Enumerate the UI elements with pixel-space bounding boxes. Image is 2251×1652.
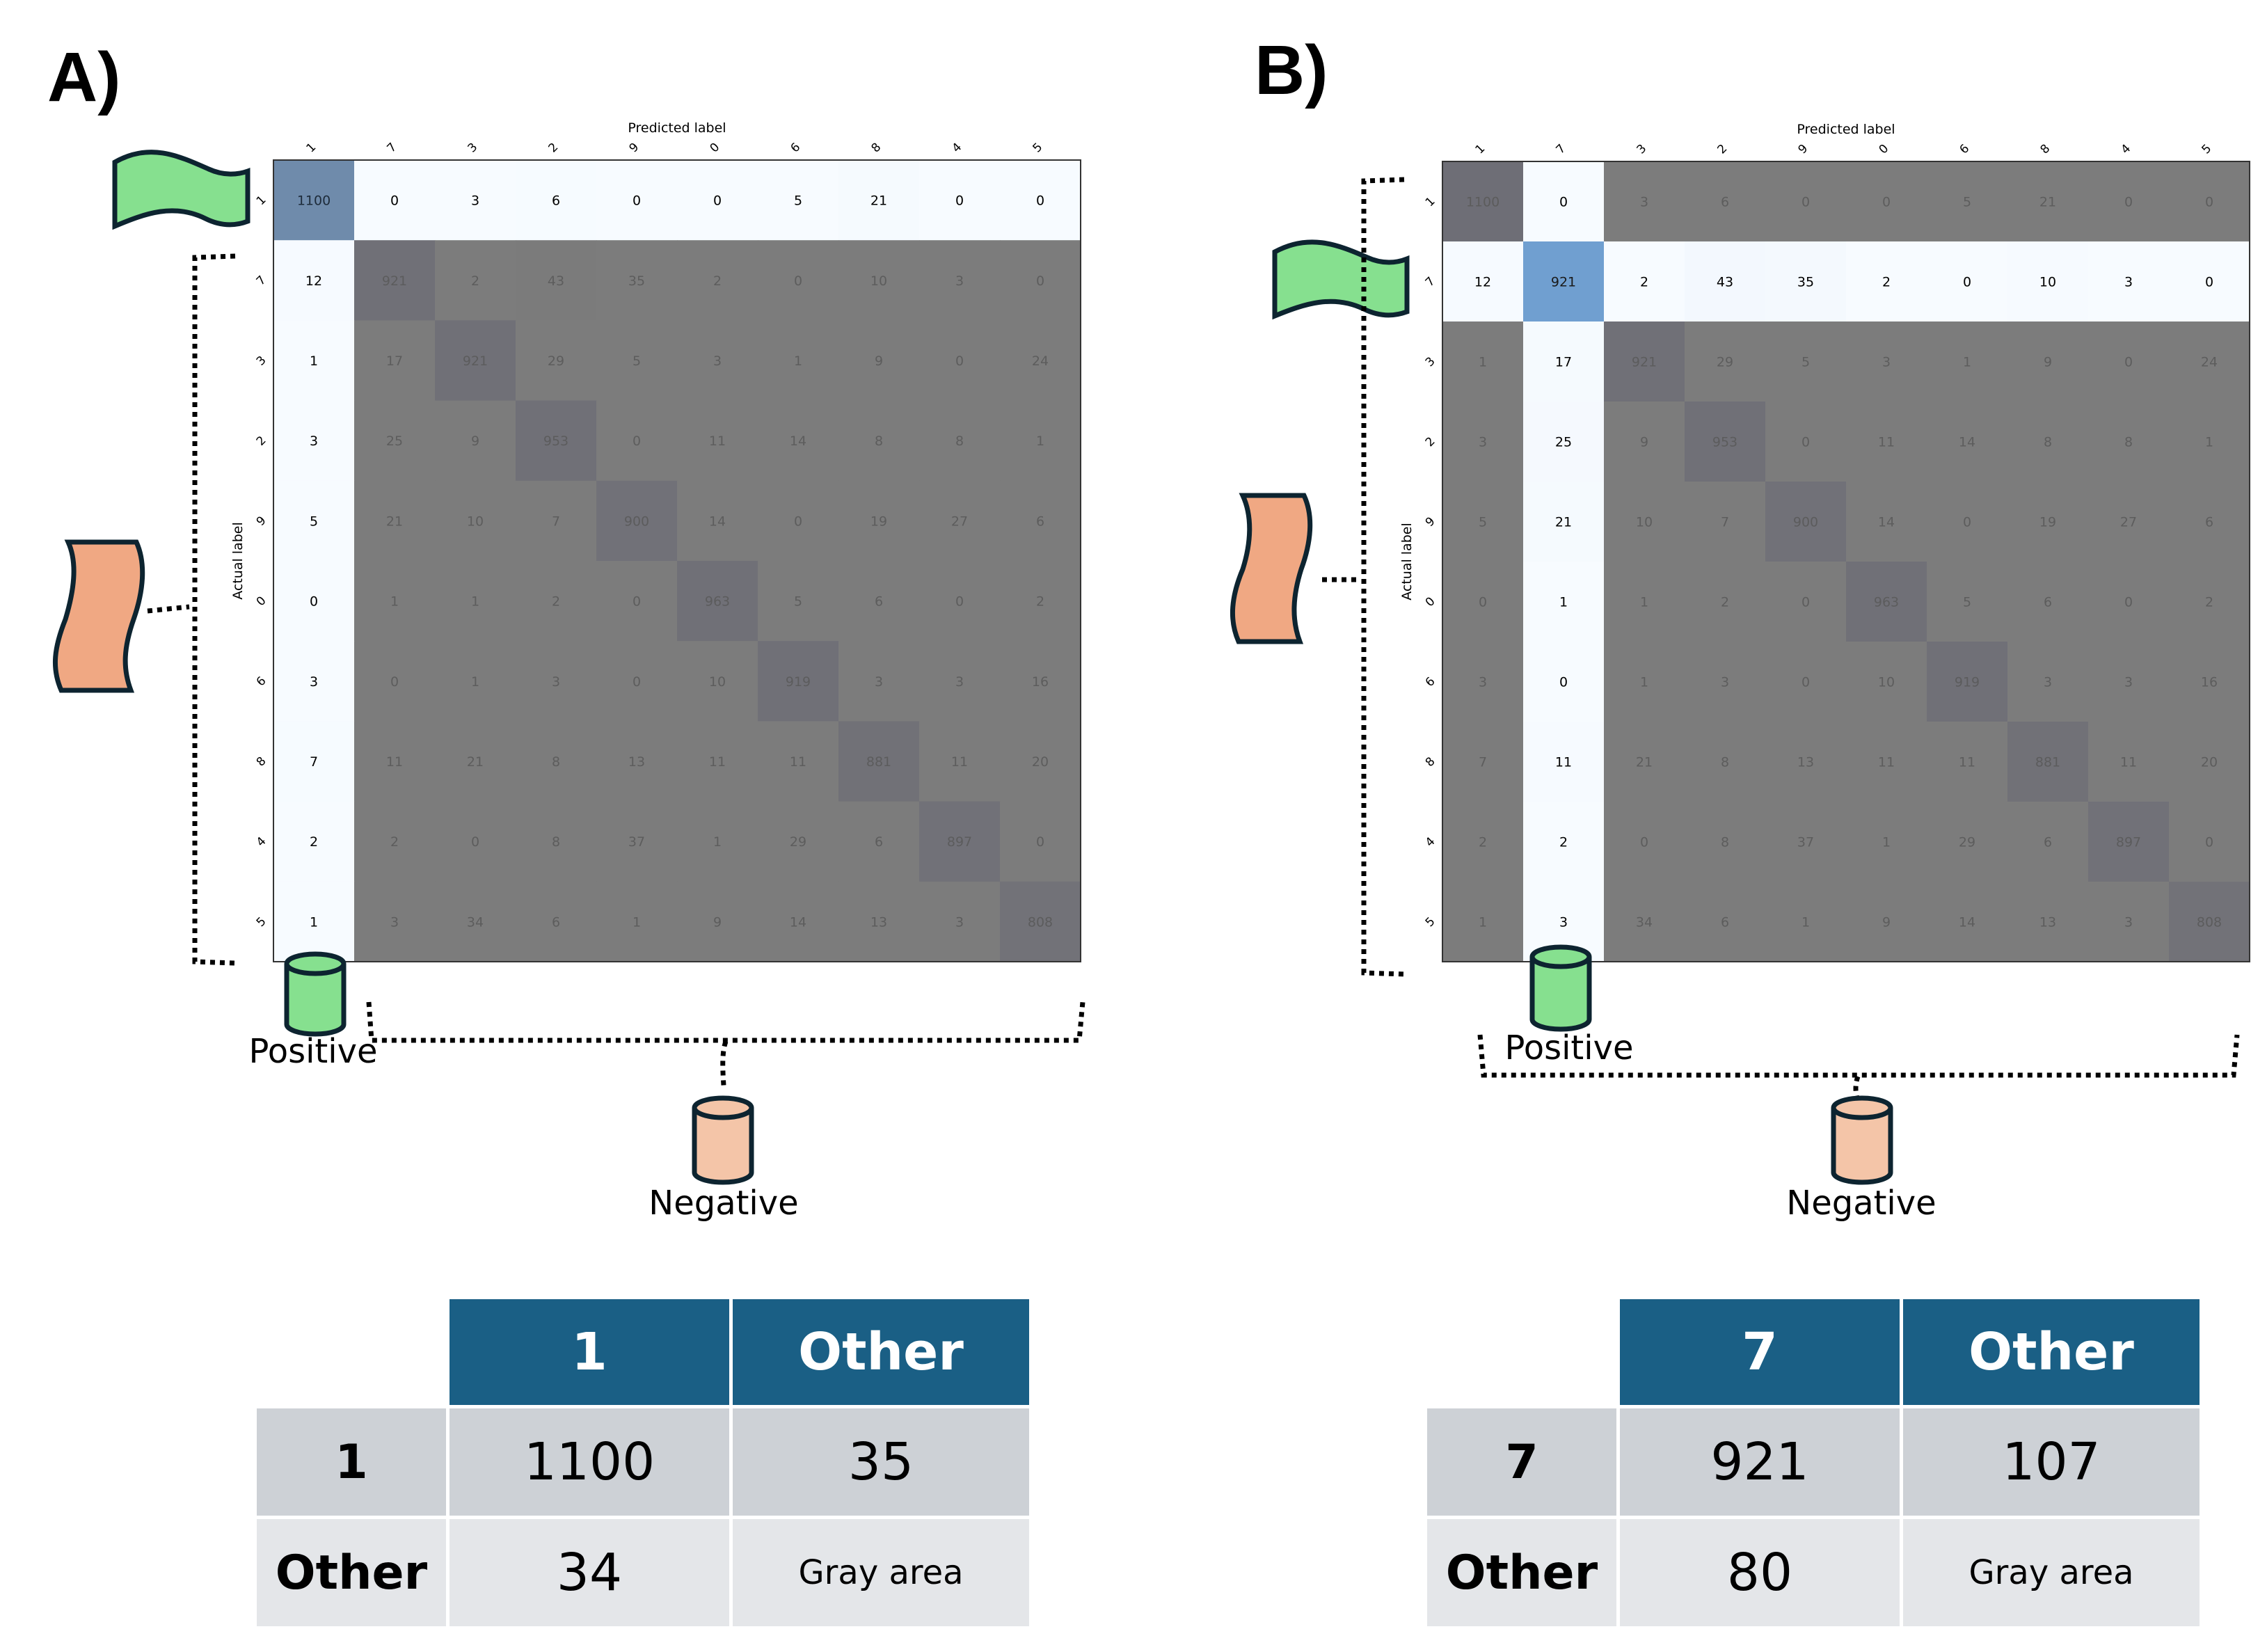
matrix-cell-value: 3 (2124, 914, 2133, 930)
matrix-cell-value: 6 (874, 594, 884, 610)
table-row-label: 7 (1427, 1408, 1616, 1516)
matrix-cell-value: 11 (1877, 754, 1895, 770)
matrix-cell-value: 3 (309, 434, 319, 450)
y-tick-label: 3 (1422, 354, 1438, 370)
matrix-cell-value: 2 (1559, 834, 1568, 850)
negative-rows-flag-icon (1232, 495, 1310, 642)
matrix-cell-value: 35 (628, 273, 646, 289)
matrix-cell-value: 1 (470, 674, 480, 690)
panel-a-letter: A) (47, 38, 121, 116)
matrix-cell-value: 900 (1792, 514, 1819, 530)
x-axis-title: Predicted label (628, 120, 726, 136)
positive-database-icon (287, 954, 344, 1034)
table-row-label: Other (1427, 1519, 1616, 1626)
matrix-cell-value: 0 (1882, 194, 1891, 210)
matrix-cell-value: 11 (789, 754, 807, 770)
matrix-cell-value: 17 (385, 354, 404, 369)
y-tick-label: 2 (1422, 434, 1438, 450)
matrix-cell-value: 6 (874, 834, 884, 850)
matrix-cell-value: 6 (1035, 514, 1045, 530)
matrix-cell-value: 919 (1954, 674, 1980, 690)
matrix-cell-value: 1 (1478, 354, 1488, 370)
matrix-cell-value: 2 (713, 273, 722, 289)
matrix-cell-value: 34 (1635, 914, 1653, 930)
x-tick-label: 3 (465, 140, 481, 156)
matrix-cell-value: 10 (466, 514, 484, 530)
negative-database-icon (694, 1098, 751, 1182)
matrix-cell-value: 14 (1958, 914, 1976, 930)
matrix-cell-value: 21 (466, 754, 484, 770)
matrix-cell-value: 6 (551, 914, 561, 930)
matrix-cell-value: 0 (390, 193, 399, 209)
matrix-cell-value: 0 (793, 273, 803, 289)
matrix-cell-value: 5 (793, 193, 803, 209)
negative-rows-connector (148, 607, 189, 611)
matrix-cell-value: 3 (1478, 674, 1488, 690)
matrix-cell-value: 3 (390, 914, 399, 930)
y-tick-label: 1 (1422, 194, 1438, 210)
matrix-cell-value: 19 (870, 514, 888, 530)
matrix-cell-value: 13 (870, 914, 888, 930)
table-cell-tp: 1100 (450, 1408, 729, 1516)
matrix-cell-value: 5 (1962, 594, 1972, 610)
table-cell-tp: 921 (1620, 1408, 1900, 1516)
matrix-cell-value: 8 (874, 434, 884, 450)
matrix-cell-value: 29 (547, 354, 565, 369)
x-tick-label: 6 (1957, 141, 1973, 157)
matrix-cell-value: 1 (1035, 434, 1045, 450)
y-tick-label: 9 (1422, 514, 1438, 530)
matrix-cell-value: 0 (2204, 194, 2214, 210)
matrix-cell-value: 6 (2043, 594, 2053, 610)
x-tick-label: 4 (949, 140, 965, 156)
matrix-cell-value: 0 (2124, 194, 2133, 210)
y-tick-label: 0 (1422, 594, 1438, 610)
matrix-cell-value: 808 (1027, 914, 1053, 930)
matrix-cell-value: 24 (1031, 354, 1049, 369)
matrix-cell-value: 1 (390, 594, 399, 610)
matrix-cell-value: 29 (1716, 354, 1734, 370)
matrix-cell-value: 6 (2204, 514, 2214, 530)
matrix-cell-value: 0 (470, 834, 480, 850)
matrix-cell-value: 8 (2124, 434, 2133, 450)
table-cell-fp: 34 (450, 1519, 729, 1626)
matrix-cell-value: 5 (1801, 354, 1811, 370)
matrix-cell-value: 0 (632, 434, 642, 450)
matrix-cell-value: 21 (385, 514, 404, 530)
matrix-cell-value: 1 (2204, 434, 2214, 450)
matrix-cell-value: 0 (1639, 834, 1649, 850)
confusion-matrix-b (1399, 122, 2250, 962)
matrix-cell-value: 5 (309, 514, 319, 530)
x-tick-label: 9 (626, 140, 642, 156)
matrix-cell-value: 3 (2124, 274, 2133, 290)
matrix-cell-value: 25 (1554, 434, 1573, 450)
matrix-cell-value: 2 (309, 834, 319, 850)
matrix-cell-value: 8 (2043, 434, 2053, 450)
matrix-cell-value: 43 (1716, 274, 1734, 290)
matrix-cell-value: 14 (1877, 514, 1895, 530)
x-tick-label: 6 (788, 140, 804, 156)
matrix-cell-value: 21 (870, 193, 888, 209)
matrix-cell-value: 14 (789, 914, 807, 930)
matrix-cell-value: 921 (462, 354, 488, 369)
matrix-cell-value: 10 (870, 273, 888, 289)
matrix-cell-value: 6 (1720, 914, 1730, 930)
matrix-cell-value: 27 (2119, 514, 2138, 530)
matrix-cell-value: 19 (2039, 514, 2057, 530)
matrix-cell-value: 0 (632, 674, 642, 690)
y-tick-label: 8 (253, 754, 269, 770)
matrix-cell-value: 0 (390, 674, 399, 690)
matrix-cell-value: 953 (1712, 434, 1738, 450)
y-tick-label: 0 (253, 594, 269, 610)
matrix-cell-value: 11 (1877, 434, 1895, 450)
y-tick-label: 6 (253, 674, 269, 690)
matrix-cell-value: 17 (1554, 354, 1573, 370)
matrix-cell-value: 3 (874, 674, 884, 690)
y-tick-label: 4 (1422, 834, 1438, 850)
matrix-cell-value: 37 (628, 834, 646, 850)
y-tick-label: 7 (1422, 274, 1438, 290)
matrix-cell-value: 7 (1478, 754, 1488, 770)
matrix-cell-value: 2 (1720, 594, 1730, 610)
x-tick-label: 1 (303, 140, 319, 156)
negative-cols-bracket (369, 1002, 1083, 1040)
matrix-cell-value: 921 (1631, 354, 1657, 370)
matrix-cell-value: 1 (309, 914, 319, 930)
matrix-cell-value: 12 (1474, 274, 1492, 290)
matrix-cell-value: 12 (305, 273, 323, 289)
matrix-cell-value: 2 (551, 594, 561, 610)
matrix-cell-value: 881 (866, 754, 892, 770)
panel-b (1232, 31, 2250, 1223)
matrix-cell-value: 1 (470, 594, 480, 610)
matrix-cell-value: 16 (1031, 674, 1049, 690)
matrix-cell-value: 963 (704, 594, 731, 610)
matrix-cell-value: 0 (1478, 594, 1488, 610)
matrix-cell-value: 1 (1639, 594, 1649, 610)
matrix-cell-value: 0 (1559, 674, 1568, 690)
matrix-cell-value: 10 (708, 674, 726, 690)
matrix-cell-value: 3 (551, 674, 561, 690)
matrix-cell-value: 8 (955, 434, 964, 450)
matrix-cell-value: 0 (1962, 514, 1972, 530)
matrix-cell-value: 35 (1797, 274, 1815, 290)
matrix-cell-value: 1 (309, 354, 319, 369)
matrix-cell-value: 0 (713, 193, 722, 209)
matrix-cell-value: 8 (551, 754, 561, 770)
matrix-cell-value: 21 (2039, 194, 2057, 210)
x-tick-label: 0 (1876, 141, 1892, 157)
negative-label-b: Negative (1786, 1184, 1936, 1223)
matrix-cell-value: 1 (1478, 914, 1488, 930)
y-axis-title: Actual label (1399, 523, 1415, 601)
matrix-cell-value: 921 (381, 273, 408, 289)
matrix-cell-value: 2 (390, 834, 399, 850)
matrix-cell-value: 5 (632, 354, 642, 369)
x-tick-label: 2 (546, 140, 562, 156)
y-tick-label: 1 (253, 193, 269, 209)
positive-row-flag-icon (1275, 242, 1407, 316)
matrix-cell-value: 21 (1554, 514, 1573, 530)
matrix-cell-value: 3 (955, 674, 964, 690)
y-tick-label: 6 (1422, 674, 1438, 690)
matrix-cell-value: 0 (1035, 193, 1045, 209)
matrix-cell-value: 29 (1958, 834, 1976, 850)
matrix-cell-value: 1100 (1465, 194, 1500, 210)
table-corner (257, 1299, 446, 1405)
matrix-cell-value: 43 (547, 273, 565, 289)
matrix-cell-value: 1 (1559, 594, 1568, 610)
matrix-cell-value: 21 (1635, 754, 1653, 770)
matrix-cell-value: 0 (309, 594, 319, 610)
matrix-cell-value: 9 (713, 914, 722, 930)
matrix-cell-value: 25 (385, 434, 404, 450)
matrix-cell-value: 1 (1639, 674, 1649, 690)
matrix-cell-value: 5 (1962, 194, 1972, 210)
matrix-cell-value: 3 (713, 354, 722, 369)
matrix-cell-value: 3 (1882, 354, 1891, 370)
matrix-cell-value: 963 (1873, 594, 1900, 610)
negative-rows-flag-icon (55, 542, 142, 690)
matrix-cell-value: 14 (1958, 434, 1976, 450)
table-cell-fp: 80 (1620, 1519, 1900, 1626)
matrix-cell-value: 2 (1035, 594, 1045, 610)
matrix-cell-value: 0 (2124, 354, 2133, 370)
matrix-cell-value: 27 (950, 514, 969, 530)
binary-table-a (253, 1296, 1033, 1630)
matrix-cell-value: 919 (785, 674, 811, 690)
matrix-cell-value: 3 (470, 193, 480, 209)
matrix-cell-value: 6 (551, 193, 561, 209)
negative-cols-connector (723, 1042, 726, 1086)
matrix-cell-value: 7 (1720, 514, 1730, 530)
matrix-cell-value: 0 (1801, 594, 1811, 610)
panel-a (47, 38, 1083, 1223)
matrix-cell-value: 11 (950, 754, 969, 770)
matrix-cell-value: 9 (1882, 914, 1891, 930)
matrix-cell-value: 2 (1882, 274, 1891, 290)
matrix-cell-value: 13 (1797, 754, 1815, 770)
positive-database-icon (1532, 947, 1589, 1029)
matrix-cell-value: 0 (1801, 434, 1811, 450)
y-tick-label: 7 (253, 273, 269, 289)
panel-b-letter: B) (1255, 31, 1328, 109)
table-row-label: Other (257, 1519, 446, 1626)
x-axis-title: Predicted label (1797, 122, 1895, 137)
matrix-cell-value: 0 (2204, 274, 2214, 290)
y-tick-label: 5 (253, 914, 269, 930)
matrix-cell-value: 5 (793, 594, 803, 610)
matrix-cell-value: 7 (551, 514, 561, 530)
matrix-cell-value: 0 (955, 594, 964, 610)
table-header-other: Other (1903, 1299, 2200, 1405)
matrix-cell-value: 0 (1801, 194, 1811, 210)
matrix-cell-value: 10 (2039, 274, 2057, 290)
y-tick-label: 4 (253, 834, 269, 850)
positive-label-b: Positive (1504, 1028, 1634, 1067)
matrix-cell-value: 7 (309, 754, 319, 770)
matrix-cell-value: 1 (713, 834, 722, 850)
matrix-cell-value: 3 (1639, 194, 1649, 210)
matrix-cell-value: 10 (1877, 674, 1895, 690)
table-cell-gray-area: Gray area (733, 1519, 1029, 1626)
x-tick-label: 0 (707, 140, 723, 156)
matrix-cell-value: 0 (1962, 274, 1972, 290)
positive-label-a: Positive (248, 1032, 378, 1071)
matrix-cell-value: 6 (2043, 834, 2053, 850)
matrix-cell-value: 0 (955, 193, 964, 209)
matrix-cell-value: 8 (1720, 754, 1730, 770)
matrix-cell-value: 1100 (296, 193, 331, 209)
matrix-cell-value: 0 (1035, 273, 1045, 289)
table-cell-fn: 35 (733, 1408, 1029, 1516)
matrix-cell-value: 0 (2124, 594, 2133, 610)
x-tick-label: 8 (868, 140, 884, 156)
negative-database-icon (1834, 1098, 1891, 1182)
x-tick-label: 9 (1795, 141, 1811, 157)
matrix-cell-value: 0 (1559, 194, 1568, 210)
table-header-other: Other (733, 1299, 1029, 1405)
x-tick-label: 4 (2118, 141, 2134, 157)
y-tick-label: 2 (253, 434, 269, 449)
matrix-cell-value: 0 (793, 514, 803, 530)
matrix-cell-value: 808 (2196, 914, 2222, 930)
matrix-cell-value: 11 (385, 754, 404, 770)
matrix-cell-value: 2 (1639, 274, 1649, 290)
matrix-cell-value: 11 (2119, 754, 2138, 770)
matrix-cell-value: 16 (2200, 674, 2218, 690)
binary-table-b (1424, 1296, 2203, 1630)
negative-rows-bracket (195, 256, 235, 963)
positive-row-flag-icon (115, 152, 248, 226)
matrix-cell-value: 20 (1031, 754, 1049, 770)
matrix-cell-value: 34 (466, 914, 484, 930)
y-tick-label: 5 (1422, 914, 1438, 930)
matrix-cell-value: 2 (1478, 834, 1488, 850)
table-row-label: 1 (257, 1408, 446, 1516)
matrix-cell-value: 9 (2043, 354, 2053, 370)
table-cell-gray-area: Gray area (1903, 1519, 2200, 1626)
x-tick-label: 2 (1715, 141, 1731, 157)
matrix-cell-value: 8 (1720, 834, 1730, 850)
matrix-cell-value: 0 (632, 193, 642, 209)
matrix-cell-value: 3 (1559, 914, 1568, 930)
matrix-cell-value: 9 (1639, 434, 1649, 450)
matrix-cell-value: 1 (793, 354, 803, 369)
matrix-cell-value: 11 (1958, 754, 1976, 770)
matrix-cell-value: 37 (1797, 834, 1815, 850)
matrix-cell-value: 2 (2204, 594, 2214, 610)
y-tick-label: 3 (253, 353, 269, 369)
table-corner (1427, 1299, 1616, 1405)
matrix-cell-value: 11 (708, 434, 726, 450)
matrix-cell-value: 921 (1550, 274, 1577, 290)
matrix-cell-value: 13 (2039, 914, 2057, 930)
matrix-cell-value: 2 (470, 273, 480, 289)
x-tick-label: 5 (2199, 141, 2215, 157)
matrix-cell-value: 29 (789, 834, 807, 850)
matrix-cell-value: 953 (543, 434, 569, 450)
y-tick-label: 8 (1422, 754, 1438, 770)
x-tick-label: 7 (1553, 141, 1569, 157)
matrix-cell-value: 14 (708, 514, 726, 530)
matrix-cell-value: 13 (628, 754, 646, 770)
y-axis-title: Actual label (230, 522, 246, 600)
matrix-cell-value: 897 (946, 834, 973, 850)
matrix-cell-value: 10 (1635, 514, 1653, 530)
matrix-cell-value: 1 (1882, 834, 1891, 850)
matrix-cell-value: 8 (551, 834, 561, 850)
matrix-cell-value: 6 (1720, 194, 1730, 210)
x-tick-label: 7 (384, 140, 400, 156)
matrix-cell-value: 1 (1962, 354, 1972, 370)
matrix-cell-value: 0 (1801, 674, 1811, 690)
matrix-cell-value: 9 (470, 434, 480, 450)
matrix-cell-value: 900 (623, 514, 650, 530)
matrix-cell-value: 5 (1478, 514, 1488, 530)
matrix-cell-value: 3 (2043, 674, 2053, 690)
matrix-cell-value: 24 (2200, 354, 2218, 370)
matrix-cell-value: 11 (708, 754, 726, 770)
table-header-class: 1 (450, 1299, 729, 1405)
matrix-cell-value: 3 (955, 273, 964, 289)
matrix-cell-value: 1 (1801, 914, 1811, 930)
matrix-cell-value: 0 (2204, 834, 2214, 850)
matrix-cell-value: 0 (632, 594, 642, 610)
x-tick-label: 1 (1472, 141, 1488, 157)
y-tick-label: 9 (253, 514, 269, 530)
matrix-cell-value: 1 (632, 914, 642, 930)
matrix-cell-value: 14 (789, 434, 807, 450)
x-tick-label: 3 (1634, 141, 1650, 157)
x-tick-label: 8 (2037, 141, 2053, 157)
matrix-cell-value: 3 (309, 674, 319, 690)
negative-label-a: Negative (649, 1184, 799, 1223)
matrix-cell-value: 3 (1720, 674, 1730, 690)
x-tick-label: 5 (1030, 140, 1046, 156)
matrix-cell-value: 11 (1554, 754, 1573, 770)
matrix-cell-value: 3 (1478, 434, 1488, 450)
matrix-cell-value: 897 (2115, 834, 2142, 850)
matrix-cell-value: 3 (2124, 674, 2133, 690)
confusion-matrix-a (230, 120, 1081, 962)
matrix-cell-value: 20 (2200, 754, 2218, 770)
matrix-cell-value: 881 (2035, 754, 2061, 770)
matrix-cell-value: 0 (955, 354, 964, 369)
matrix-cell-value: 0 (1035, 834, 1045, 850)
matrix-cell-value: 3 (955, 914, 964, 930)
table-header-class: 7 (1620, 1299, 1900, 1405)
table-cell-fn: 107 (1903, 1408, 2200, 1516)
matrix-cell-value: 9 (874, 354, 884, 369)
